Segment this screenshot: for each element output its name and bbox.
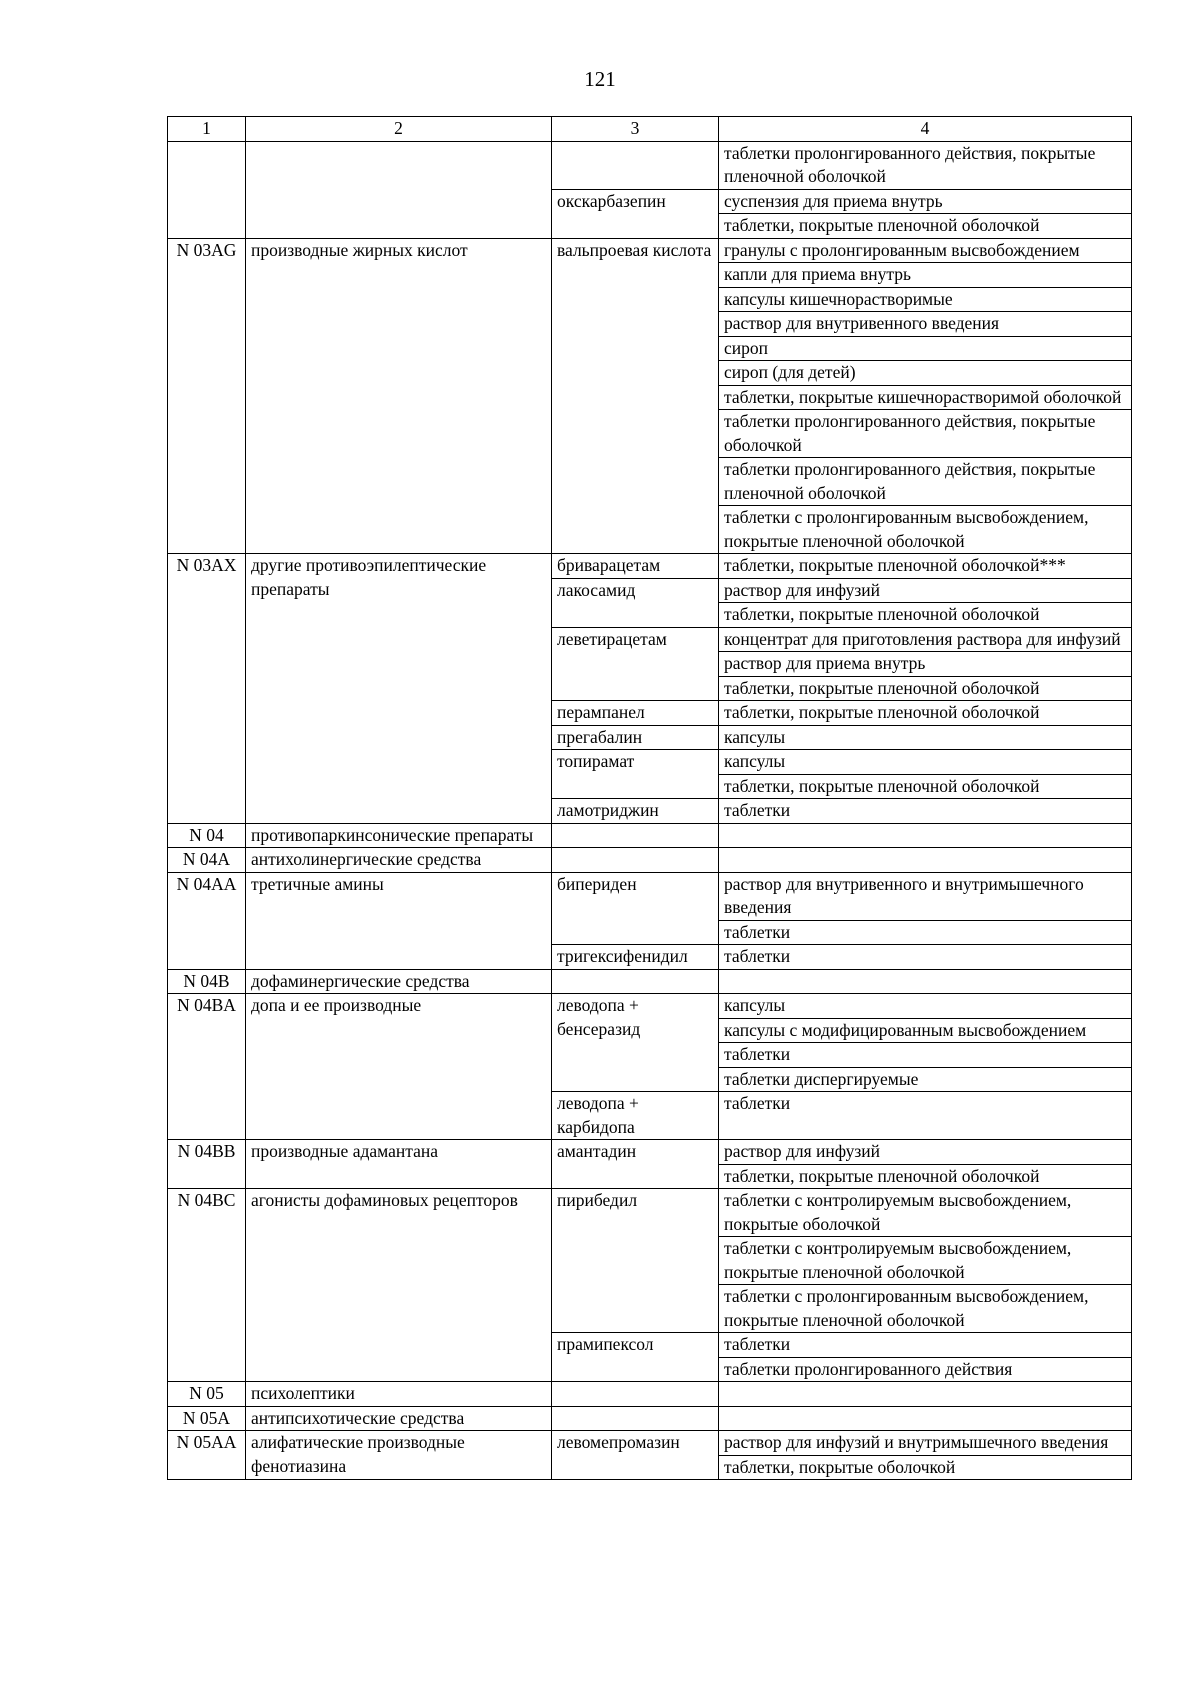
dosage-form-cell: таблетки, покрытые пленочной оболочкой xyxy=(719,214,1132,239)
drug-name-cell xyxy=(552,848,719,873)
drug-name-cell: леветирацетам xyxy=(552,627,719,701)
drug-name-cell xyxy=(552,141,719,189)
table-row xyxy=(168,848,1132,873)
atc-code-cell: N 05AA xyxy=(168,1431,246,1480)
atc-code-cell: N 04BB xyxy=(168,1140,246,1189)
table-row xyxy=(168,823,1132,848)
drug-name-cell: лакосамид xyxy=(552,578,719,627)
drug-name-cell: вальпроевая кислота xyxy=(552,238,719,554)
dosage-form-cell: таблетки, покрытые пленочной оболочкой xyxy=(719,774,1132,799)
atc-code-cell: N 04AA xyxy=(168,872,246,969)
table-row xyxy=(168,554,1132,579)
group-name-cell: алифатические производные фенотиазина xyxy=(246,1431,552,1480)
dosage-form-cell: таблетки пролонгированного действия xyxy=(719,1357,1132,1382)
dosage-form-cell: раствор для внутривенного и внутримышечного введения xyxy=(719,872,1132,920)
dosage-form-cell: таблетки пролонгированного действия, покрытые оболочкой xyxy=(719,410,1132,458)
drug-name-cell: перампанел xyxy=(552,701,719,726)
group-name-cell: дофаминергические средства xyxy=(246,969,552,994)
dosage-form-cell: капсулы с модифицированным высвобождением xyxy=(719,1018,1132,1043)
drug-name-cell: леводопа + бенсеразид xyxy=(552,994,719,1092)
group-name-cell: производные жирных кислот xyxy=(246,238,552,554)
atc-code-cell: N 04A xyxy=(168,848,246,873)
group-name-cell: другие противоэпилептические препараты xyxy=(246,554,552,824)
group-name-cell: противопаркинсонические препараты xyxy=(246,823,552,848)
dosage-form-cell: таблетки, покрытые пленочной оболочкой xyxy=(719,1164,1132,1189)
dosage-form-cell xyxy=(719,848,1132,873)
drug-name-cell: левомепромазин xyxy=(552,1431,719,1480)
group-name-cell: антипсихотические средства xyxy=(246,1406,552,1431)
atc-code-cell: N 05 xyxy=(168,1382,246,1407)
dosage-form-cell: таблетки с пролонгированным высвобождением, покрытые пленочной оболочкой xyxy=(719,1285,1132,1333)
table-row xyxy=(168,1140,1132,1165)
dosage-form-cell: таблетки с пролонгированным высвобождением, покрытые пленочной оболочкой xyxy=(719,506,1132,554)
atc-code-cell: N 03AX xyxy=(168,554,246,824)
dosage-form-cell: сироп xyxy=(719,336,1132,361)
dosage-form-cell: таблетки xyxy=(719,1333,1132,1358)
atc-code-cell: N 04 xyxy=(168,823,246,848)
drug-name-cell: окскарбазепин xyxy=(552,189,719,238)
group-name-cell xyxy=(246,141,552,238)
dosage-form-cell: таблетки с контролируемым высвобождением, покрытые пленочной оболочкой xyxy=(719,1237,1132,1285)
dosage-form-cell: таблетки диспергируемые xyxy=(719,1067,1132,1092)
dosage-form-cell xyxy=(719,823,1132,848)
dosage-form-cell: таблетки, покрытые пленочной оболочкой*** xyxy=(719,554,1132,579)
table-body xyxy=(168,117,1132,1480)
drug-name-cell: прамипексол xyxy=(552,1333,719,1382)
dosage-form-cell xyxy=(719,969,1132,994)
drug-name-cell: прегабалин xyxy=(552,725,719,750)
atc-code-cell: N 04BC xyxy=(168,1189,246,1382)
drug-name-cell: бипериден xyxy=(552,872,719,945)
drug-name-cell xyxy=(552,1406,719,1431)
dosage-form-cell: раствор для инфузий xyxy=(719,1140,1132,1165)
dosage-form-cell: капсулы xyxy=(719,750,1132,775)
dosage-form-cell: концентрат для приготовления раствора для инфузий xyxy=(719,627,1132,652)
column-header-1: 1 xyxy=(168,117,246,142)
group-name-cell: третичные амины xyxy=(246,872,552,969)
group-name-cell: производные адамантана xyxy=(246,1140,552,1189)
column-header-row xyxy=(168,117,1132,142)
drug-name-cell xyxy=(552,823,719,848)
dosage-form-cell: раствор для внутривенного введения xyxy=(719,312,1132,337)
drug-name-cell: ламотриджин xyxy=(552,799,719,824)
group-name-cell: антихолинергические средства xyxy=(246,848,552,873)
table-row xyxy=(168,969,1132,994)
drug-list-table xyxy=(167,116,1132,1480)
column-header-4: 4 xyxy=(719,117,1132,142)
column-header-3: 3 xyxy=(552,117,719,142)
dosage-form-cell: таблетки пролонгированного действия, покрытые пленочной оболочкой xyxy=(719,458,1132,506)
table-row xyxy=(168,1382,1132,1407)
dosage-form-cell: таблетки пролонгированного действия, покрытые пленочной оболочкой xyxy=(719,141,1132,189)
group-name-cell: психолептики xyxy=(246,1382,552,1407)
dosage-form-cell: капсулы xyxy=(719,994,1132,1019)
dosage-form-cell xyxy=(719,1382,1132,1407)
dosage-form-cell: таблетки xyxy=(719,945,1132,970)
dosage-form-cell: раствор для приема внутрь xyxy=(719,652,1132,677)
dosage-form-cell: таблетки xyxy=(719,1092,1132,1140)
dosage-form-cell: таблетки xyxy=(719,920,1132,945)
dosage-form-cell: таблетки, покрытые кишечнорастворимой оболочкой xyxy=(719,385,1132,410)
table-row xyxy=(168,238,1132,263)
group-name-cell: допа и ее производные xyxy=(246,994,552,1140)
atc-code-cell xyxy=(168,141,246,238)
dosage-form-cell: таблетки, покрытые пленочной оболочкой xyxy=(719,603,1132,628)
dosage-form-cell: таблетки xyxy=(719,799,1132,824)
table-row xyxy=(168,141,1132,189)
drug-name-cell xyxy=(552,969,719,994)
table-row xyxy=(168,994,1132,1019)
dosage-form-cell: таблетки xyxy=(719,1043,1132,1068)
drug-name-cell: леводопа + карбидопа xyxy=(552,1092,719,1140)
dosage-form-cell: таблетки, покрытые оболочкой xyxy=(719,1455,1132,1480)
drug-name-cell: бриварацетам xyxy=(552,554,719,579)
dosage-form-cell: таблетки, покрытые пленочной оболочкой xyxy=(719,676,1132,701)
column-header-2: 2 xyxy=(246,117,552,142)
drug-name-cell: тригексифенидил xyxy=(552,945,719,970)
dosage-form-cell: гранулы с пролонгированным высвобождением xyxy=(719,238,1132,263)
atc-code-cell: N 04B xyxy=(168,969,246,994)
table-row xyxy=(168,1406,1132,1431)
dosage-form-cell: сироп (для детей) xyxy=(719,361,1132,386)
dosage-form-cell: капсулы кишечнорастворимые xyxy=(719,287,1132,312)
drug-name-cell: топирамат xyxy=(552,750,719,799)
dosage-form-cell: раствор для инфузий и внутримышечного введения xyxy=(719,1431,1132,1456)
dosage-form-cell xyxy=(719,1406,1132,1431)
group-name-cell: агонисты дофаминовых рецепторов xyxy=(246,1189,552,1382)
dosage-form-cell: капли для приема внутрь xyxy=(719,263,1132,288)
atc-code-cell: N 04BA xyxy=(168,994,246,1140)
table-row xyxy=(168,1431,1132,1456)
dosage-form-cell: капсулы xyxy=(719,725,1132,750)
dosage-form-cell: раствор для инфузий xyxy=(719,578,1132,603)
table-row xyxy=(168,1189,1132,1237)
dosage-form-cell: таблетки с контролируемым высвобождением, покрытые оболочкой xyxy=(719,1189,1132,1237)
atc-code-cell: N 03AG xyxy=(168,238,246,554)
page-number: 121 xyxy=(584,67,616,91)
dosage-form-cell: суспензия для приема внутрь xyxy=(719,189,1132,214)
dosage-form-cell: таблетки, покрытые пленочной оболочкой xyxy=(719,701,1132,726)
drug-name-cell: пирибедил xyxy=(552,1189,719,1333)
table-row xyxy=(168,872,1132,920)
drug-name-cell xyxy=(552,1382,719,1407)
atc-code-cell: N 05A xyxy=(168,1406,246,1431)
drug-name-cell: амантадин xyxy=(552,1140,719,1189)
